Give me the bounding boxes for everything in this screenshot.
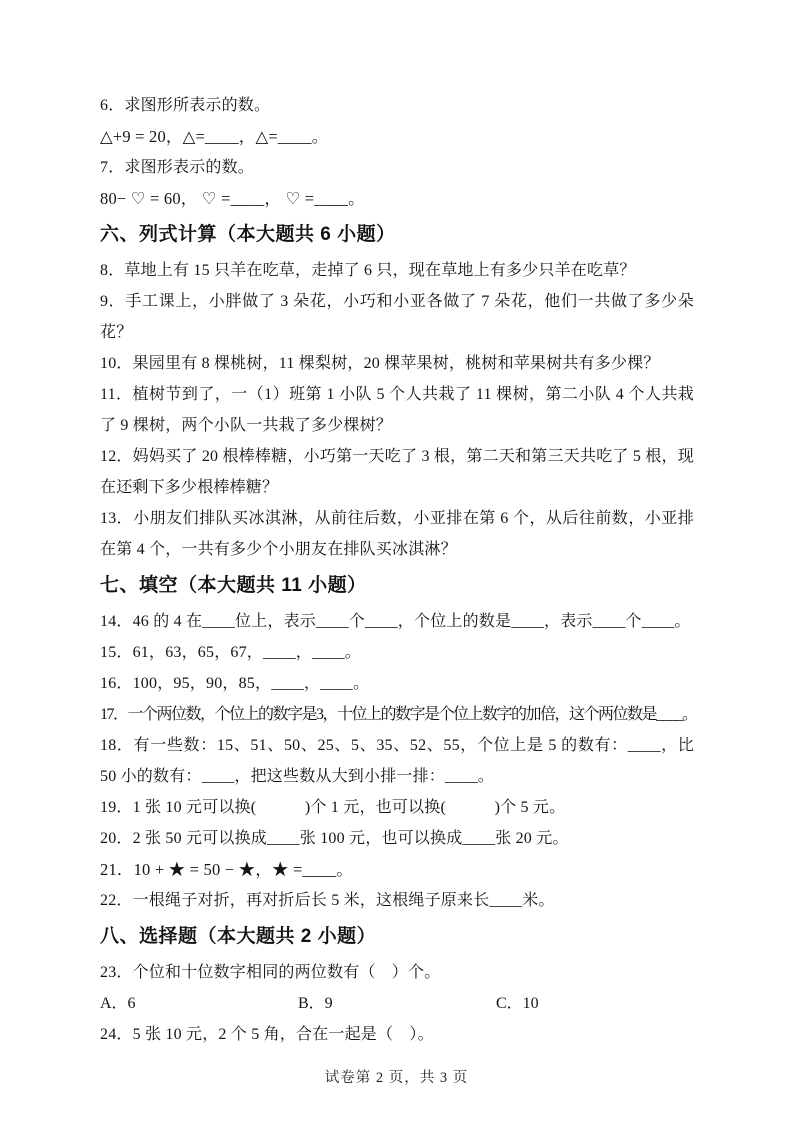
- question-9: 9．手工课上，小胖做了 3 朵花，小巧和小亚各做了 7 朵花，他们一共做了多少朵花？: [100, 293, 694, 341]
- question-7-equation: 80− ♡ = 60， ♡ =____， ♡ =____。: [100, 189, 365, 208]
- question-6-label: 6．求图形所表示的数。: [100, 97, 271, 114]
- question-11: 11．植树节到了，一（1）班第 1 小队 5 个人共栽了 11 棵树，第二小队 4 个人共栽了 9 棵树，两个小队一共栽了多少棵树？: [100, 386, 694, 434]
- question-16: 16．100，95，90，85，____，____。: [100, 675, 370, 692]
- question-7-label: 7．求图形表示的数。: [100, 159, 255, 176]
- question-23: 23．个位和十位数字相同的两位数有（ ）个。: [100, 964, 441, 981]
- question-15: 15．61，63，65，67，____，____。: [100, 644, 362, 661]
- question-22: 22．一根绳子对折，再对折后长 5 米，这根绳子原来长____米。: [100, 892, 555, 909]
- question-8: 8．草地上有 15 只羊在吃草，走掉了 6 只，现在草地上有多少只羊在吃草？: [100, 262, 636, 279]
- question-21: 21．10 + ★ = 50 − ★，★ =____。: [100, 860, 353, 879]
- section-7-heading: 七、填空（本大题共 11 小题）: [100, 575, 367, 596]
- option-c: C．10: [496, 995, 539, 1012]
- option-a: A．6: [100, 995, 136, 1012]
- question-24: 24．5 张 10 元，2 个 5 角，合在一起是（ ）。: [100, 1026, 434, 1043]
- question-14: 14．46 的 4 在____位上，表示____个____，个位上的数是____，表示____个____。: [100, 613, 691, 630]
- question-12: 12．妈妈买了 20 根棒棒糖，小巧第一天吃了 3 根，第二天和第三天共吃了 5 根，现在还剩下多少根棒棒糖？: [100, 448, 694, 496]
- option-b: B．9: [298, 995, 333, 1012]
- question-18: 18．有一些数：15、51、50、25、5、35、52、55，个位上是 5 的数有：____，比 50 小的数有：____，把这些数从大到小排一排：____。: [100, 737, 694, 785]
- question-20: 20．2 张 50 元可以换成____张 100 元，也可以换成____张 20 元。: [100, 830, 569, 847]
- section-6-heading: 六、列式计算（本大题共 6 小题）: [100, 224, 396, 245]
- page-footer: 试卷第 2 页，共 3 页: [324, 1070, 469, 1086]
- question-10: 10．果园里有 8 棵桃树，11 棵梨树，20 棵苹果树，桃树和苹果树共有多少棵？: [100, 355, 660, 372]
- question-6-equation: △+9 = 20，△=____，△=____。: [100, 127, 329, 146]
- question-13: 13．小朋友们排队买冰淇淋，从前往后数，小亚排在第 6 个，从后往前数，小亚排在第 4 个，一共有多少个小朋友在排队买冰淇淋？: [100, 510, 694, 558]
- question-19: 19．1 张 10 元可以换( )个 1 元，也可以换( )个 5 元。: [100, 799, 566, 816]
- section-8-heading: 八、选择题（本大题共 2 小题）: [100, 926, 377, 947]
- question-23-options: [100, 988, 694, 1019]
- question-17: 17．一个两位数，个位上的数字是3，十位上的数字是个位上数字的加倍，这个两位数是____。: [100, 706, 697, 723]
